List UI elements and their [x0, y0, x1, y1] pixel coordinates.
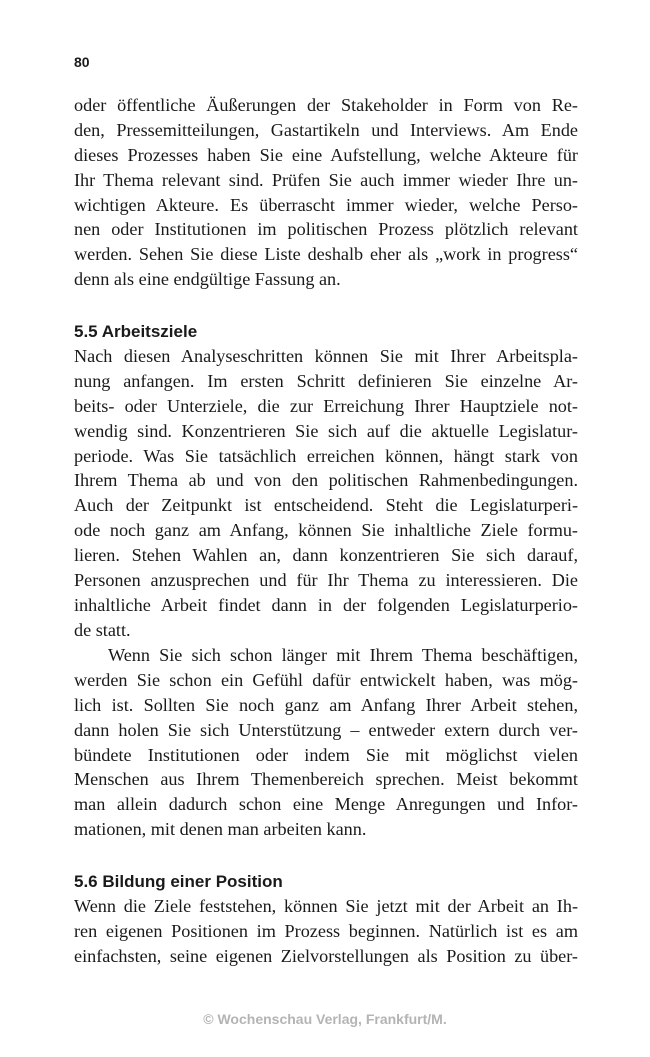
section-5-6-paragraph-1 — [74, 894, 578, 969]
text-line: Nach diesen Analyseschritten können Sie mit Ihrer Arbeitspla- — [74, 346, 578, 366]
text-line: oder öffentliche Äußerungen der Stakeholder in Form von Re- — [74, 95, 578, 115]
text-line: werden Sie schon ein Gefühl dafür entwickelt haben, was mög- — [74, 669, 578, 690]
text-line: dieses Prozesses haben Sie eine Aufstellung, welche Akteure für — [74, 144, 578, 165]
text-line: mationen, mit denen man arbeiten kann. — [74, 819, 367, 840]
text-line: denn als eine endgültige Fassung an. — [74, 269, 341, 290]
text-line: Ihr Thema relevant sind. Prüfen Sie auch immer wieder Ihre un- — [74, 169, 578, 190]
text-line: lich ist. Sollten Sie noch ganz am Anfang Ihrer Arbeit stehen, — [74, 694, 578, 715]
text-line: periode. Was Sie tatsächlich erreichen können, hängt stark von — [74, 445, 578, 466]
text-line: nung anfangen. Im ersten Schritt definieren Sie einzelne Ar- — [74, 370, 578, 391]
text-line: einfachsten, seine eigenen Zielvorstellungen als Position zu über- — [74, 945, 578, 966]
text-line: beits- oder Unterziele, die zur Erreichung Ihrer Hauptziele not- — [74, 395, 578, 416]
text-line: dann holen Sie sich Unterstützung – entweder extern durch ver- — [74, 719, 578, 740]
intro-paragraph — [74, 93, 578, 292]
text-line: Auch der Zeitpunkt ist entscheidend. Steht die Legislaturperi- — [74, 495, 578, 516]
text-line: wichtigen Akteure. Es überrascht immer wieder, welche Perso- — [74, 194, 578, 215]
text-line: werden. Sehen Sie diese Liste deshalb eher als „work in progress“ — [74, 244, 578, 265]
text-line: bündete Institutionen oder indem Sie mit möglichst vielen — [74, 744, 578, 765]
text-line: de statt. — [74, 619, 131, 640]
text-line: Wenn Sie sich schon länger mit Ihrem Thema beschäftigen, — [108, 645, 578, 665]
text-line: ode noch ganz am Anfang, können Sie inhaltliche Ziele formu- — [74, 520, 578, 541]
section-heading-5-6: 5.6 Bildung einer Position — [74, 872, 283, 891]
section-5-5-paragraph-2 — [74, 643, 578, 842]
text-line: nen oder Institutionen im politischen Prozess plötzlich relevant — [74, 219, 578, 240]
page-number: 80 — [74, 54, 90, 70]
text-line: Ihrem Thema ab und von den politischen Rahmenbedingungen. — [74, 470, 578, 491]
text-line: lieren. Stehen Wahlen an, dann konzentrieren Sie sich darauf, — [74, 545, 578, 566]
text-line: man allein dadurch schon eine Menge Anregungen und Infor- — [74, 794, 578, 815]
text-line: wendig sind. Konzentrieren Sie sich auf die aktuelle Legislatur- — [74, 420, 578, 441]
section-5-5-paragraph-1 — [74, 344, 578, 643]
text-line: Personen anzusprechen und für Ihr Thema zu interessieren. Die — [74, 570, 578, 591]
text-line: inhaltliche Arbeit findet dann in der folgenden Legislaturperio- — [74, 594, 578, 615]
text-line: ren eigenen Positionen im Prozess beginnen. Natürlich ist es am — [74, 920, 578, 941]
text-line: Menschen aus Ihrem Themenbereich sprechen. Meist bekommt — [74, 769, 578, 790]
copyright-footer: © Wochenschau Verlag, Frankfurt/M. — [203, 1011, 447, 1027]
text-line: Wenn die Ziele feststehen, können Sie jetzt mit der Arbeit an Ih- — [74, 896, 578, 916]
text-line: den, Pressemitteilungen, Gastartikeln und Interviews. Am Ende — [74, 119, 578, 140]
section-heading-5-5: 5.5 Arbeitsziele — [74, 322, 198, 341]
